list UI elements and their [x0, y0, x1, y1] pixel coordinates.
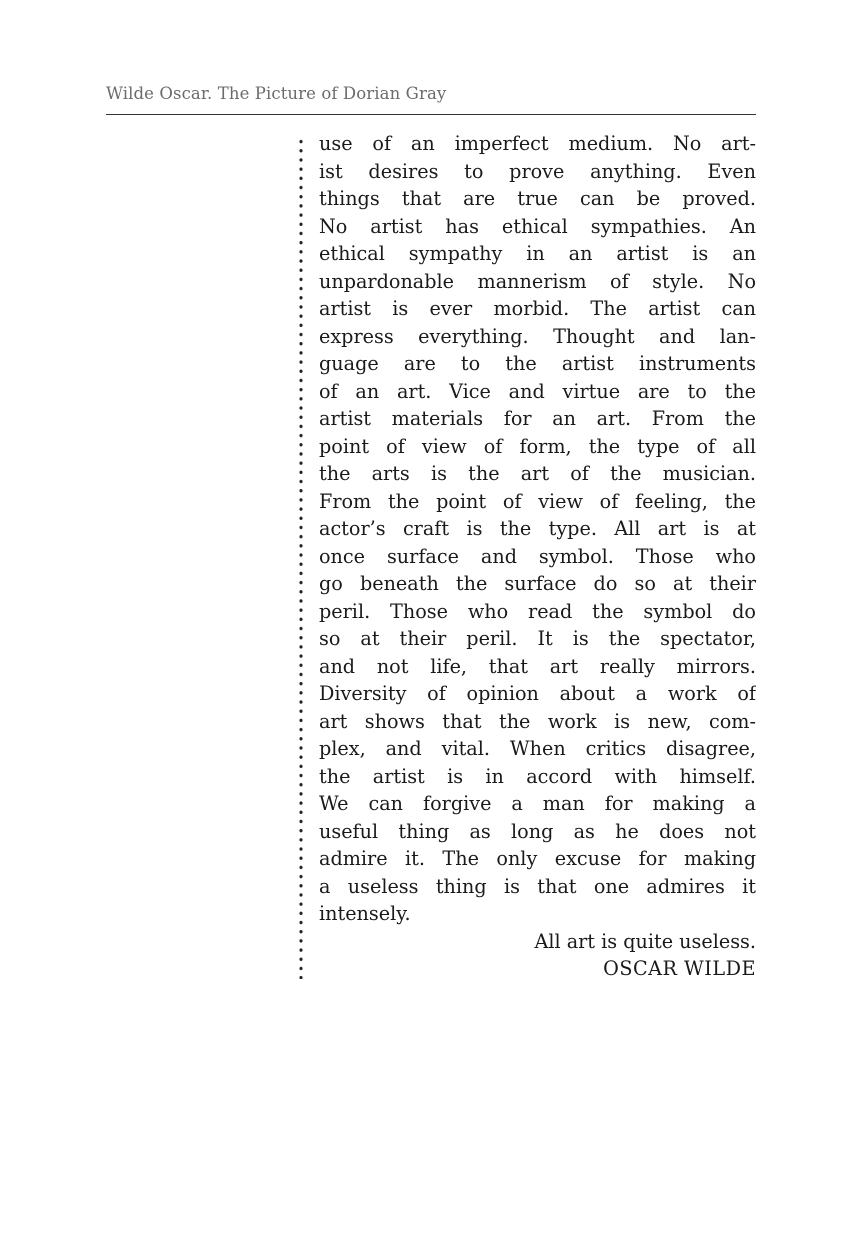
text-line: admire it. The only excuse for making [319, 847, 756, 870]
text-line: a useless thing is that one admires it [319, 874, 756, 898]
text-line: so at their peril. It is the spectator, [319, 627, 756, 650]
text-line: guage are to the artist instruments [319, 352, 756, 375]
text-line: peril. Those who read the symbol do [319, 599, 756, 623]
text-line: useful thing as long as he does not [319, 819, 756, 843]
dotted-margin-rule [299, 137, 303, 979]
text-line: From the point of view of feeling, the [319, 489, 756, 513]
text-line: unpardonable mannerism of style. No [319, 269, 756, 293]
text-line: plex, and vital. When critics disagree, [319, 737, 756, 760]
text-line: intensely. [319, 902, 411, 925]
text-line: No artist has ethical sympathies. An [319, 214, 756, 238]
text-line: art shows that the work is new, com- [319, 709, 756, 733]
text-line: things that are true can be proved. [319, 187, 756, 210]
text-line: ethical sympathy in an artist is an [319, 242, 756, 265]
text-line: Diversity of opinion about a work of [319, 682, 756, 705]
text-line: point of view of form, the type of all [319, 434, 756, 458]
running-header-title: Wilde Oscar. The Picture of Dorian Gray [106, 84, 447, 103]
preface-text [319, 130, 756, 983]
text-line: actor’s craft is the type. All art is at [319, 517, 756, 540]
text-line: and not life, that art really mirrors. [319, 654, 756, 678]
text-line: artist materials for an art. From the [319, 407, 756, 430]
text-line: once surface and symbol. Those who [319, 544, 756, 568]
text-line: ist desires to prove anything. Even [319, 159, 756, 183]
text-line: of an art. Vice and virtue are to the [319, 379, 756, 403]
text-line: artist is ever morbid. The artist can [319, 297, 756, 320]
text-line: We can forgive a man for making a [319, 792, 756, 815]
text-line: the arts is the art of the musician. [319, 462, 756, 485]
closing-line: All art is quite useless. [534, 929, 756, 953]
text-line: the artist is in accord with himself. [319, 764, 756, 788]
text-line: use of an imperfect medium. No art- [319, 132, 756, 155]
text-line: express everything. Thought and lan- [319, 324, 756, 348]
text-line: go beneath the surface do so at their [319, 572, 756, 595]
author-signature: OSCAR WILDE [603, 957, 756, 980]
header-divider [106, 114, 756, 115]
